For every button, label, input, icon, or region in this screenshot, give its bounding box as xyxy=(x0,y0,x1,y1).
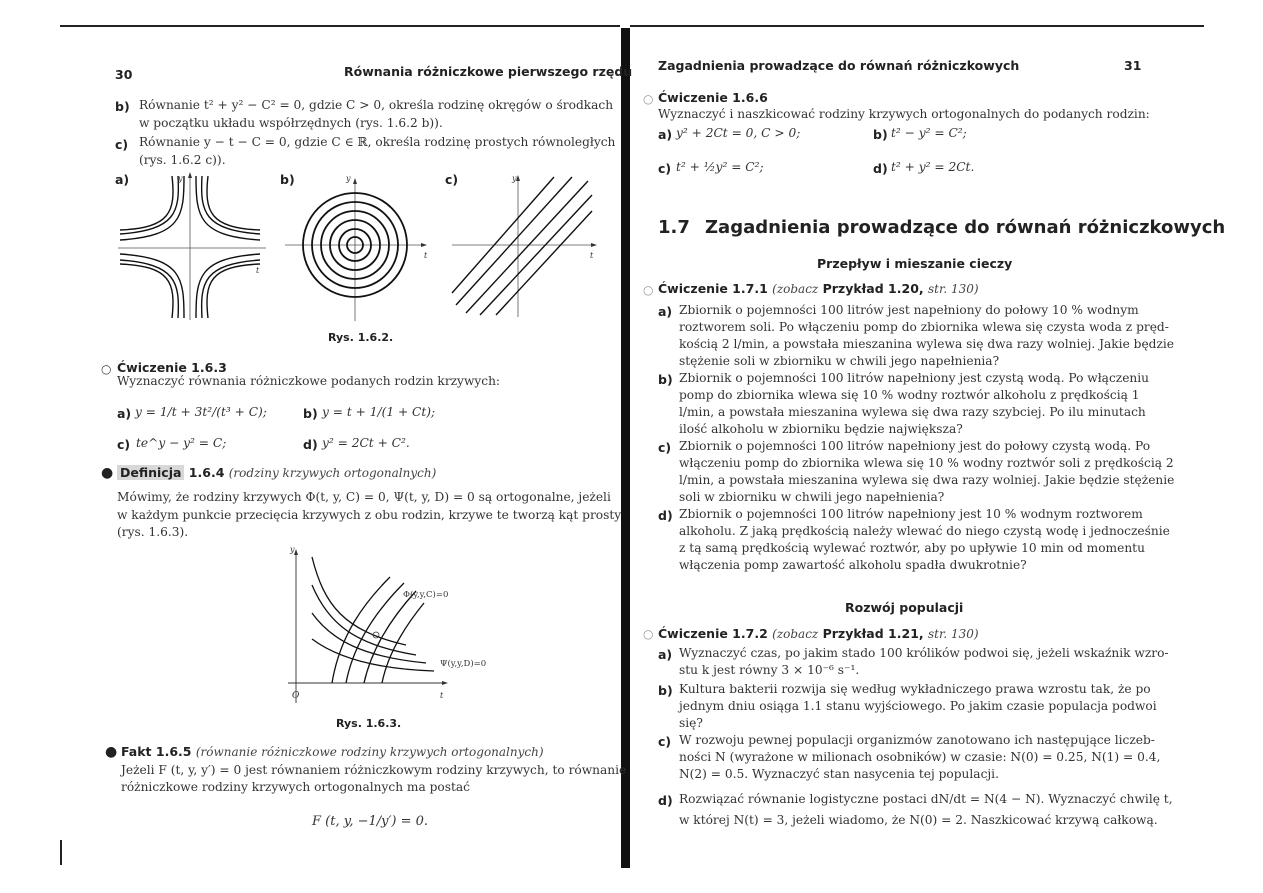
exercise-title: Ćwiczenie 1.6.6 xyxy=(658,90,768,105)
option-c-label: c) xyxy=(117,437,131,452)
fig-a-t-label: t xyxy=(256,266,260,275)
fig-b-t-label: t xyxy=(424,251,428,260)
circle-family-plot xyxy=(285,178,435,323)
fact-line: różniczkowe rodziny krzywych ortogonalnych ma postać xyxy=(121,780,471,794)
definition-number: 1.6.4 xyxy=(188,465,225,480)
fig-1-6-3-t-label: t xyxy=(440,691,444,700)
item-label: c) xyxy=(658,734,672,749)
item-line: Zbiornik o pojemności 100 litrów napełniony jest do połowy czystą wodą. Po xyxy=(679,439,1151,453)
exercise-title xyxy=(658,281,979,296)
item-line: ilość alkoholu w zbiorniku będzie największa? xyxy=(679,422,963,436)
item-label: d) xyxy=(658,793,673,808)
phi-family-label: Φ(y,y,C)=0 xyxy=(403,590,449,600)
right-running-head: Zagadnienia prowadzące do równań różniczkowych xyxy=(658,58,1020,73)
item-line: soli w zbiorniku w chwili jego napełnienia? xyxy=(679,490,945,504)
fact-title-text: Fakt 1.6.5 xyxy=(121,744,192,759)
item-line: kością 2 l/min, a powstała mieszanina wylewa się dwa razy wolniej. Jakie będzie xyxy=(679,337,1174,351)
item-line: l/min, a powstała mieszanina wylewa się dwa razy szybciej. Po ilu minutach xyxy=(679,405,1146,419)
option-c-expr: t² + ½y² = C²; xyxy=(676,160,764,174)
item-b-line: Równanie t² + y² − C² = 0, gdzie C > 0, określa rodzinę okręgów o środkach xyxy=(139,98,614,112)
book-spine xyxy=(621,28,630,868)
option-a-label: a) xyxy=(117,406,132,421)
item-line: włączenia pomp zawartość alkoholu spadła dwukrotnie? xyxy=(679,558,1027,572)
definition-line: w każdym punkcie przecięcia krzywych z obu rodzin, krzywe te tworzą kąt prosty xyxy=(117,508,622,522)
fig-a-y-label: y xyxy=(178,174,183,183)
right-page-number: 31 xyxy=(1124,58,1142,73)
fact-bullet-icon: ● xyxy=(105,744,118,760)
item-line: W rozwoju pewnej populacji organizmów zanotowano ich następujące liczeb- xyxy=(679,733,1155,747)
left-page-number: 30 xyxy=(115,67,133,82)
fact-title xyxy=(121,744,544,759)
option-d-expr: t² + y² = 2Ct. xyxy=(891,160,975,174)
exercise-page-ref: str. 130) xyxy=(928,282,979,296)
exercise-see: (zobacz xyxy=(772,627,819,641)
fig-1-6-3-origin-label: O xyxy=(292,691,300,701)
fig-c-t-label: t xyxy=(590,251,594,260)
option-b-expr: y = t + 1/(1 + Ct); xyxy=(322,405,436,419)
item-c-line: Równanie y − t − C = 0, gdzie C ∈ ℝ, określa rodzinę prostych równoległych xyxy=(139,135,616,149)
hyperbola-family-plot xyxy=(118,172,268,322)
margin-mark xyxy=(60,840,62,865)
item-line: jednym dniu osiąga 1.1 stanu wyjściowego. Po jakim czasie populacja podwoi xyxy=(679,699,1157,713)
option-a-label: a) xyxy=(658,127,673,142)
parallel-lines-plot xyxy=(450,175,600,320)
item-line: Zbiornik o pojemności 100 litrów napełniony jest 10 % wodnym roztworem xyxy=(679,507,1143,521)
option-a-expr: y² + 2Ct = 0, C > 0; xyxy=(676,126,801,140)
definition-subtitle: (rodziny krzywych ortogonalnych) xyxy=(228,466,437,480)
exercise-marker-icon: ○ xyxy=(643,92,654,106)
psi-family-label: Ψ(y,y,D)=0 xyxy=(440,659,487,669)
item-label: c) xyxy=(658,440,672,455)
definition-line: (rys. 1.6.3). xyxy=(117,525,189,539)
exercise-text: Wyznaczyć i naszkicować rodziny krzywych ortogonalnych do podanych rodzin: xyxy=(658,107,1150,121)
item-c-line: (rys. 1.6.2 c)). xyxy=(139,153,226,167)
fig-c-y-label: y xyxy=(512,174,517,183)
exercise-title xyxy=(658,626,979,641)
section-number: 1.7 xyxy=(658,217,690,238)
exercise-marker-icon: ○ xyxy=(101,362,112,376)
subsection-title: Rozwój populacji xyxy=(845,600,964,615)
item-line: Zbiornik o pojemności 100 litrów napełniony jest czystą wodą. Po włączeniu xyxy=(679,371,1149,385)
item-line: stężenie soli w zbiorniku w chwili jego napełnienia? xyxy=(679,354,1000,368)
item-line: Kultura bakterii rozwija się według wykładniczego prawa wzrostu tak, że po xyxy=(679,682,1151,696)
item-line: ności N (wyrażone w milionach osobników) w czasie: N(0) = 0.25, N(1) = 0.4, xyxy=(679,750,1161,764)
fig-b-y-label: y xyxy=(346,174,351,183)
option-b-expr: t² − y² = C²; xyxy=(891,126,967,140)
top-rule-left xyxy=(60,25,620,27)
subsection-title: Przepływ i mieszanie cieczy xyxy=(817,256,1013,271)
option-d-expr: y² = 2Ct + C². xyxy=(322,436,410,450)
exercise-title-text: Ćwiczenie 1.7.1 xyxy=(658,281,768,296)
fact-line: Jeżeli F (t, y, y′) = 0 jest równaniem różniczkowym rodziny krzywych, to równanie xyxy=(121,763,627,777)
option-d-label: d) xyxy=(873,161,888,176)
item-label: d) xyxy=(658,508,673,523)
item-line: stu k jest równy 3 × 10⁻⁶ s⁻¹. xyxy=(679,663,860,677)
item-label: a) xyxy=(658,304,673,319)
option-b-label: b) xyxy=(873,127,888,142)
exercise-title-text: Ćwiczenie 1.7.2 xyxy=(658,626,768,641)
orthogonal-families-plot xyxy=(284,545,504,705)
item-line: l/min, a powstała mieszanina wylewa się dwa razy wolniej. Jakie będzie stężenie xyxy=(679,473,1175,487)
exercise-marker-icon: ○ xyxy=(643,283,654,297)
option-a-expr: y = 1/t + 3t²/(t³ + C); xyxy=(135,405,267,419)
option-c-expr: te^y − y² = C; xyxy=(136,436,227,450)
fact-formula: F (t, y, −1/y′) = 0. xyxy=(312,814,429,829)
item-line: Rozwiązać równanie logistyczne postaci dN/dt = N(4 − N). Wyznaczyć chwilę t, xyxy=(679,792,1173,806)
fact-subtitle: (równanie różniczkowe rodziny krzywych ortogonalnych) xyxy=(195,745,544,759)
exercise-page-ref: str. 130) xyxy=(928,627,979,641)
option-c-label: c) xyxy=(658,161,672,176)
figure-caption: Rys. 1.6.2. xyxy=(328,331,394,344)
panel-b-label: b) xyxy=(280,172,295,187)
panel-c-label: c) xyxy=(445,172,459,187)
item-line: roztworem soli. Po włączeniu pomp do zbiornika wlewa się czysta woda z pręd- xyxy=(679,320,1169,334)
panel-a-label: a) xyxy=(115,172,130,187)
item-b-line: w początku układu współrzędnych (rys. 1.6.2 b)). xyxy=(139,116,443,130)
top-rule-right xyxy=(630,25,1204,27)
exercise-marker-icon: ○ xyxy=(643,627,654,641)
item-line: z tą samą prędkością wylewać roztwór, aby po upływie 10 min od momentu xyxy=(679,541,1145,555)
item-c-label: c) xyxy=(115,137,129,152)
item-line: pomp do zbiornika wlewa się 10 % wodny roztwór alkoholu z prędkością 1 xyxy=(679,388,1140,402)
exercise-ref: Przykład 1.21, xyxy=(822,626,924,641)
section-title: Zagadnienia prowadzące do równań różniczkowych xyxy=(705,217,1226,238)
item-line: w której N(t) = 3, jeżeli wiadomo, że N(0) = 2. Naszkicować krzywą całkową. xyxy=(679,813,1158,827)
item-line: włączeniu pomp do zbiornika wlewa się 10 % wodny roztwór soli z prędkością 2 xyxy=(679,456,1174,470)
figure-caption: Rys. 1.6.3. xyxy=(336,717,402,730)
item-label: b) xyxy=(658,372,673,387)
left-running-head: Równania różniczkowe pierwszego rzędu xyxy=(344,64,633,79)
fig-1-6-3-y-label: y xyxy=(290,545,295,554)
definition-bullet-icon: ● xyxy=(101,465,114,481)
item-line: Zbiornik o pojemności 100 litrów jest napełniony do połowy 10 % wodnym xyxy=(679,303,1139,317)
exercise-see: (zobacz xyxy=(772,282,819,296)
option-d-label: d) xyxy=(303,437,318,452)
item-line: Wyznaczyć czas, po jakim stado 100 królików podwoi się, jeżeli wskaźnik wzro- xyxy=(679,646,1169,660)
item-line: alkoholu. Z jaką prędkością należy wlewać do niego czystą wodę i jednocześnie xyxy=(679,524,1170,538)
item-label: b) xyxy=(658,683,673,698)
option-b-label: b) xyxy=(303,406,318,421)
item-b-label: b) xyxy=(115,99,130,114)
definition-title xyxy=(117,465,436,480)
item-label: a) xyxy=(658,647,673,662)
exercise-title: Ćwiczenie 1.6.3 xyxy=(117,360,227,375)
exercise-ref: Przykład 1.20, xyxy=(822,281,924,296)
exercise-text: Wyznaczyć równania różniczkowe podanych rodzin krzywych: xyxy=(117,374,501,388)
item-line: się? xyxy=(679,716,703,730)
definition-word: Definicja xyxy=(117,465,184,480)
item-line: N(2) = 0.5. Wyznaczyć stan nasycenia tej populacji. xyxy=(679,767,999,781)
definition-line: Mówimy, że rodziny krzywych Φ(t, y, C) = 0, Ψ(t, y, D) = 0 są ortogonalne, jeżeli xyxy=(117,490,611,504)
